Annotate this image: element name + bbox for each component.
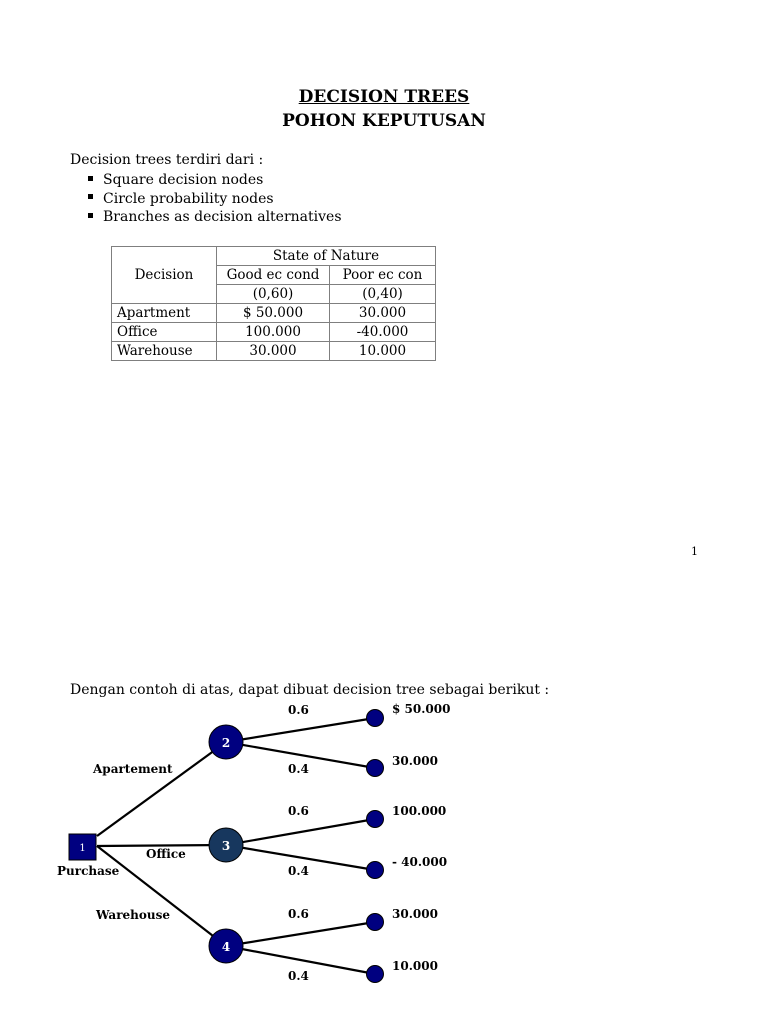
terminal-node: [367, 811, 384, 828]
payoff-label: 10.000: [392, 959, 438, 973]
page-number: 1: [691, 545, 698, 558]
root-caption: Purchase: [57, 864, 120, 878]
table-row: [112, 323, 436, 342]
page-subtitle: POHON KEPUTUSAN: [282, 111, 486, 131]
decision-header: Decision: [112, 247, 217, 304]
intro-text: Decision trees terdiri dari :: [70, 152, 264, 168]
probability-label: 0.6: [288, 703, 309, 717]
payoff-table: [111, 246, 436, 361]
table-cell: $ 50.000: [217, 304, 330, 323]
table-cell: 10.000: [330, 342, 436, 361]
alternative-label: Apartement: [93, 762, 173, 776]
branch-line: [97, 742, 226, 836]
table-cell: -40.000: [330, 323, 436, 342]
terminal-node: [367, 966, 384, 983]
bullet-item: Circle probability nodes: [88, 190, 342, 209]
table-row: [112, 342, 436, 361]
branch-line: [226, 819, 375, 845]
payoff-label: - 40.000: [392, 855, 448, 869]
terminal-node: [367, 862, 384, 879]
row-label: Warehouse: [112, 342, 217, 361]
probability-label: 0.6: [288, 907, 309, 921]
square-bullet-icon: [88, 213, 93, 218]
branch-line: [97, 845, 226, 846]
probability-label: 0.4: [288, 762, 309, 776]
payoff-label: 30.000: [392, 754, 438, 768]
square-bullet-icon: [88, 194, 93, 199]
poor-condition-header: Poor ec con: [330, 266, 436, 285]
tree-lead-text: Dengan contoh di atas, dapat dibuat decision tree sebagai berikut :: [70, 682, 550, 698]
terminal-node: [367, 914, 384, 931]
payoff-label: $ 50.000: [392, 702, 451, 716]
square-bullet-icon: [88, 176, 93, 181]
page-title: DECISION TREES: [298, 87, 470, 107]
terminal-node: [367, 710, 384, 727]
chance-node-label: 3: [221, 839, 231, 853]
branch-line: [97, 846, 226, 946]
table-cell: 100.000: [217, 323, 330, 342]
terminal-node: [367, 760, 384, 777]
bullet-item: Branches as decision alternatives: [88, 208, 342, 227]
payoff-label: 30.000: [392, 907, 438, 921]
probability-label: 0.4: [288, 864, 309, 878]
chance-node-label: 4: [221, 940, 231, 954]
probability-label: 0.6: [288, 804, 309, 818]
good-condition-prob: (0,60): [217, 285, 330, 304]
row-label: Office: [112, 323, 217, 342]
table-cell: 30.000: [217, 342, 330, 361]
branch-line: [226, 922, 375, 946]
alternative-label: Warehouse: [96, 908, 171, 922]
chance-node-label: 2: [221, 736, 231, 750]
table-row: [112, 304, 436, 323]
root-node-label: 1: [79, 843, 86, 854]
payoff-label: 100.000: [392, 804, 447, 818]
bullet-item: Square decision nodes: [88, 171, 342, 190]
row-label: Apartment: [112, 304, 217, 323]
branch-line: [226, 718, 375, 742]
decision-tree-diagram: [0, 690, 768, 1024]
alternative-label: Office: [146, 847, 186, 861]
good-condition-header: Good ec cond: [217, 266, 330, 285]
poor-condition-prob: (0,40): [330, 285, 436, 304]
bullet-list: [88, 171, 342, 227]
state-of-nature-header: State of Nature: [217, 247, 436, 266]
probability-label: 0.4: [288, 969, 309, 983]
table-cell: 30.000: [330, 304, 436, 323]
